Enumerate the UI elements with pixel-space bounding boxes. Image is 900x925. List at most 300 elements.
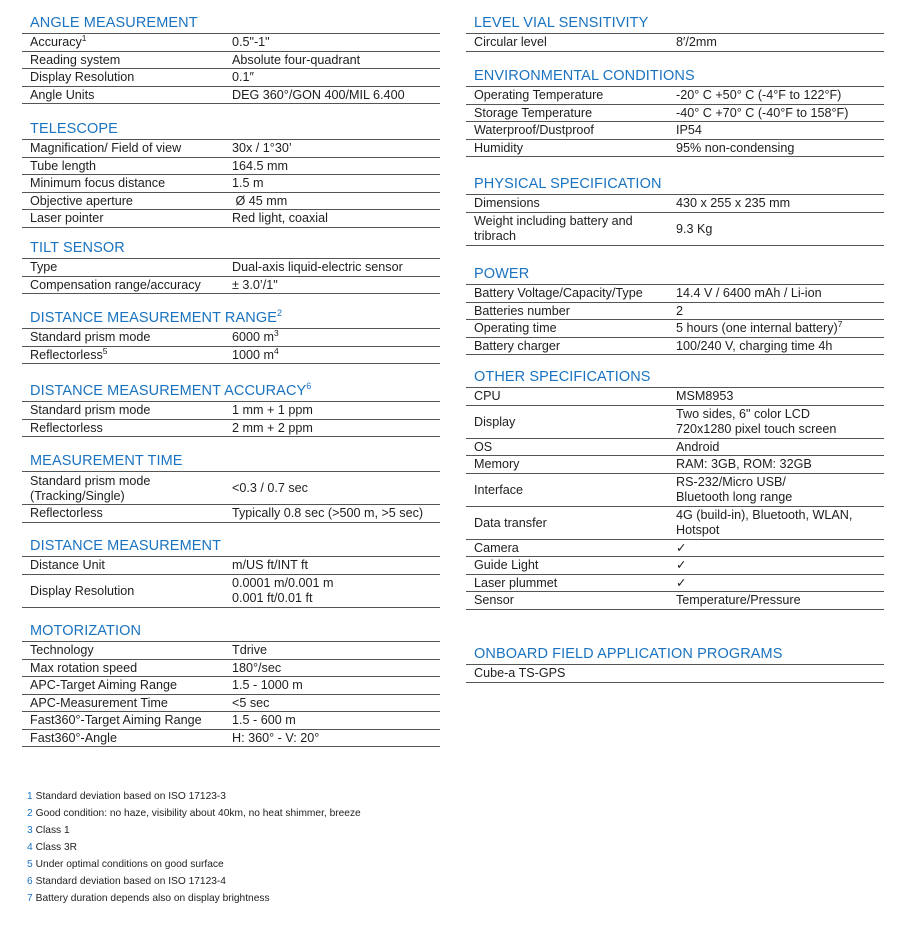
- spec-label-text: Weight including battery and: [474, 214, 633, 228]
- spec-value: [674, 574, 884, 592]
- spec-row: [22, 86, 440, 104]
- section-title: [466, 645, 884, 665]
- checkmark-icon: ✓: [676, 558, 687, 573]
- spec-label: [466, 195, 674, 212]
- spec-label: [22, 472, 230, 505]
- spec-row: [466, 574, 884, 592]
- spec-label: [22, 574, 230, 607]
- footnote-number: 2: [27, 808, 33, 819]
- spec-label: [466, 506, 674, 539]
- spec-value-text: 95% non-condensing: [676, 140, 795, 155]
- spec-row: [466, 473, 884, 506]
- spec-value: [230, 472, 440, 505]
- spec-label-text: Battery Voltage/Capacity/Type: [474, 286, 643, 301]
- spec-label-text: Standard prism mode: [30, 403, 151, 418]
- spec-row: [466, 302, 884, 320]
- section-motorization: [22, 622, 440, 747]
- spec-label-text: Operating Temperature: [474, 88, 604, 103]
- spec-label: [466, 574, 674, 592]
- spec-label-text: Sensor: [474, 593, 514, 608]
- spec-row: [466, 592, 884, 610]
- section-tilt-sensor: [22, 239, 440, 294]
- spec-label-text: Cube-a TS-GPS: [474, 666, 566, 681]
- spec-label: [466, 34, 674, 51]
- spec-label-text: Interface: [474, 482, 524, 497]
- spec-value: [674, 195, 884, 212]
- spec-label-text: Objective aperture: [30, 193, 133, 208]
- footnote-text: Under optimal conditions on good surface: [35, 859, 224, 870]
- spec-value: [230, 329, 440, 346]
- spec-value-text-line2: Bluetooth long range: [676, 490, 793, 504]
- section-title: [466, 67, 884, 87]
- spec-label: [22, 69, 230, 87]
- spec-label: [22, 712, 230, 730]
- spec-value-text-line2: 720x1280 pixel touch screen: [676, 422, 837, 436]
- spec-label-text: Display Resolution: [30, 70, 135, 85]
- spec-table: [466, 388, 884, 610]
- spec-row: [22, 329, 440, 346]
- spec-row: [22, 34, 440, 51]
- spec-value: [674, 405, 884, 438]
- spec-row: [22, 677, 440, 695]
- footnote-text: Standard deviation based on ISO 17123-3: [35, 791, 226, 802]
- section-title: [22, 14, 440, 34]
- spec-label-text: Fast360°-Angle: [30, 730, 117, 745]
- footnote-number: 6: [27, 876, 33, 887]
- spec-label-text: Battery charger: [474, 338, 561, 353]
- section-distance-measurement: [22, 537, 440, 608]
- spec-value: [674, 592, 884, 610]
- section-title: [466, 175, 884, 195]
- section-title-text: PHYSICAL SPECIFICATION: [474, 176, 662, 192]
- spec-value: [674, 212, 884, 245]
- spec-label: [22, 140, 230, 157]
- spec-label-text: Guide Light: [474, 558, 539, 573]
- section-title-text: ONBOARD FIELD APPLICATION PROGRAMS: [474, 646, 783, 662]
- spec-label: [466, 473, 674, 506]
- footnote-number: 4: [27, 842, 33, 853]
- spec-value-text: 4G (build-in), Bluetooth, WLAN,: [676, 508, 853, 522]
- spec-label-text: Reading system: [30, 52, 121, 67]
- spec-row: [466, 285, 884, 302]
- spec-label-text: APC-Target Aiming Range: [30, 678, 177, 693]
- spec-label: [22, 51, 230, 69]
- section-title-text: MOTORIZATION: [30, 623, 142, 639]
- spec-value: [674, 285, 884, 302]
- spec-value: [230, 694, 440, 712]
- spec-label: [22, 419, 230, 437]
- spec-value-text: 5 hours (one internal battery): [676, 321, 838, 336]
- section-title: [22, 309, 440, 329]
- footnote-text: Class 3R: [35, 842, 77, 853]
- spec-row: [22, 259, 440, 276]
- spec-value: [674, 539, 884, 557]
- spec-value-text: 8′/2mm: [676, 35, 717, 50]
- footnote: [27, 822, 361, 839]
- spec-table: [22, 557, 440, 608]
- spec-label: [22, 659, 230, 677]
- spec-table: [466, 195, 884, 246]
- spec-row: [466, 212, 884, 245]
- spec-row: [22, 694, 440, 712]
- spec-row: [22, 51, 440, 69]
- spec-label: [466, 438, 674, 456]
- spec-label-text: Operating time: [474, 321, 557, 336]
- spec-value: [674, 104, 884, 122]
- footnote: [27, 839, 361, 856]
- spec-label: [22, 346, 230, 364]
- footnote-text: Good condition: no haze, visibility about 40km, no heat shimmer, breeze: [35, 808, 361, 819]
- spec-label-text: Laser pointer: [30, 211, 104, 226]
- spec-row: [466, 456, 884, 474]
- spec-value-text: Red light, coaxial: [232, 211, 328, 226]
- spec-label-text: Dimensions: [474, 196, 540, 211]
- spec-value-text: 0.1″: [232, 70, 254, 85]
- spec-label: [466, 539, 674, 557]
- section-environmental-conditions: [466, 67, 884, 157]
- spec-value-text: RS-232/Micro USB/: [676, 475, 786, 489]
- spec-row: [22, 157, 440, 175]
- spec-label-text: Tube length: [30, 158, 97, 173]
- footnote-number: 7: [27, 893, 33, 904]
- spec-value-text: Absolute four-quadrant: [232, 52, 361, 67]
- spec-row: [466, 104, 884, 122]
- spec-label-text: Technology: [30, 643, 94, 658]
- spec-value: [674, 506, 884, 539]
- spec-value-text: 1.5 - 600 m: [232, 713, 296, 728]
- spec-value-text: <0.3 / 0.7 sec: [232, 481, 308, 495]
- spec-label-text: Humidity: [474, 140, 523, 155]
- footnote-ref: 2: [276, 308, 283, 318]
- spec-table: [22, 329, 440, 364]
- spec-label: [466, 122, 674, 140]
- spec-label: [22, 276, 230, 294]
- spec-value: [230, 574, 440, 607]
- spec-row: [22, 505, 440, 523]
- spec-label-text: Max rotation speed: [30, 660, 138, 675]
- spec-row: [22, 192, 440, 210]
- spec-value: [230, 259, 440, 276]
- footnote: [27, 788, 361, 805]
- spec-label-text: Memory: [474, 457, 520, 472]
- spec-value-text: 164.5 mm: [232, 158, 288, 173]
- spec-label-text: Display Resolution: [30, 583, 135, 598]
- spec-value-text: 30x / 1°30’: [232, 141, 292, 156]
- section-title: [22, 622, 440, 642]
- spec-label: [466, 139, 674, 157]
- spec-value-text: Ø 45 mm: [232, 193, 288, 208]
- spec-table: [22, 642, 440, 747]
- spec-value: [230, 69, 440, 87]
- spec-label-text: CPU: [474, 389, 501, 404]
- spec-value: [230, 210, 440, 228]
- spec-label-text: Camera: [474, 540, 519, 555]
- spec-value: [230, 557, 440, 574]
- section-title-text: POWER: [474, 266, 530, 282]
- spec-row: [22, 472, 440, 505]
- footnote-text: Standard deviation based on ISO 17123-4: [35, 876, 226, 887]
- spec-label-text-line2: tribrach: [474, 229, 516, 243]
- footnotes: [27, 788, 361, 907]
- spec-row: [22, 642, 440, 659]
- spec-value-text-line2: Hotspot: [676, 523, 720, 537]
- spec-label-text: Waterproof/Dustproof: [474, 123, 594, 138]
- spec-label: [466, 557, 674, 575]
- spec-row: [466, 34, 884, 51]
- section-power: [466, 265, 884, 355]
- spec-value-text: 430 x 255 x 235 mm: [676, 196, 791, 211]
- checkmark-icon: ✓: [676, 540, 687, 555]
- spec-value: [674, 388, 884, 405]
- section-title: [22, 239, 440, 259]
- footnote-text: Battery duration depends also on display brightness: [35, 893, 270, 904]
- spec-row: [466, 122, 884, 140]
- spec-label: [466, 212, 674, 245]
- footnote-text: Class 1: [35, 825, 70, 836]
- spec-row: [466, 139, 884, 157]
- spec-row: [22, 69, 440, 87]
- spec-table: [466, 285, 884, 355]
- spec-row: [22, 402, 440, 419]
- spec-row: [466, 405, 884, 438]
- spec-row: [22, 659, 440, 677]
- spec-value: [230, 729, 440, 747]
- spec-label: [22, 557, 230, 574]
- spec-value: [674, 557, 884, 575]
- spec-row: [466, 539, 884, 557]
- spec-label: [466, 302, 674, 320]
- spec-value-text: 2 mm + 2 ppm: [232, 420, 313, 435]
- spec-value-text: 0.5"-1": [232, 35, 270, 50]
- spec-table: [466, 34, 884, 52]
- spec-value-text: 2: [676, 303, 684, 318]
- spec-row: [22, 346, 440, 364]
- spec-table: [466, 665, 884, 683]
- spec-value-text: -20° C +50° C (-4°F to 122°F): [676, 88, 842, 103]
- spec-table: [22, 34, 440, 104]
- spec-value: [230, 276, 440, 294]
- spec-row: [22, 276, 440, 294]
- spec-value-text: -40° C +70° C (-40°F to 158°F): [676, 105, 849, 120]
- section-title-text: DISTANCE MEASUREMENT ACCURACY: [30, 383, 307, 399]
- spec-value: [230, 175, 440, 193]
- spec-label: [22, 192, 230, 210]
- spec-value-text: Temperature/Pressure: [676, 593, 801, 608]
- spec-label: [22, 86, 230, 104]
- spec-value-text-line2: 0.001 ft/0.01 ft: [232, 591, 313, 605]
- spec-label: [22, 259, 230, 276]
- section-telescope: [22, 120, 440, 228]
- spec-row: [22, 175, 440, 193]
- spec-value: [230, 192, 440, 210]
- spec-value-text: ± 3.0’/1": [232, 277, 278, 292]
- spec-value: [674, 87, 884, 104]
- section-title: [22, 537, 440, 557]
- spec-row: [466, 388, 884, 405]
- section-distance-measurement-accuracy: [22, 382, 440, 437]
- spec-value: [674, 456, 884, 474]
- spec-label: [22, 175, 230, 193]
- section-title-text: MEASUREMENT TIME: [30, 453, 183, 469]
- section-title: [22, 120, 440, 140]
- spec-value: [674, 337, 884, 355]
- spec-value: [230, 157, 440, 175]
- footnote-ref: 5: [102, 345, 108, 356]
- section-title: [22, 382, 440, 402]
- section-distance-measurement-range: [22, 309, 440, 364]
- spec-label: [22, 729, 230, 747]
- spec-row: [22, 210, 440, 228]
- section-level-vial-sensitivity: [466, 14, 884, 52]
- footnote: [27, 856, 361, 873]
- spec-value: [230, 712, 440, 730]
- spec-label-text: Distance Unit: [30, 558, 105, 573]
- footnote: [27, 805, 361, 822]
- spec-value-text: 1 mm + 1 ppm: [232, 403, 313, 418]
- spec-label-text: Reflectorless: [30, 506, 103, 521]
- spec-value: [230, 659, 440, 677]
- spec-table: [466, 87, 884, 157]
- spec-value-text: 14.4 V / 6400 mAh / Li-ion: [676, 286, 822, 301]
- spec-value: [674, 302, 884, 320]
- spec-label: [466, 104, 674, 122]
- spec-label-text: Standard prism mode: [30, 330, 151, 345]
- spec-label: [22, 642, 230, 659]
- spec-label-text: Circular level: [474, 35, 547, 50]
- spec-label: [22, 34, 230, 51]
- spec-row: [466, 195, 884, 212]
- spec-value-text: <5 sec: [232, 695, 270, 710]
- footnote: [27, 873, 361, 890]
- spec-label-text: Data transfer: [474, 515, 547, 530]
- spec-label: [466, 388, 674, 405]
- section-angle-measurement: [22, 14, 440, 104]
- section-title-text: LEVEL VIAL SENSITIVITY: [474, 15, 649, 31]
- spec-row: [22, 140, 440, 157]
- spec-label-text: Display: [474, 414, 516, 429]
- spec-value: [674, 139, 884, 157]
- footnote-number: 1: [27, 791, 33, 802]
- spec-label-text: Batteries number: [474, 303, 570, 318]
- spec-label-text: Reflectorless: [30, 420, 103, 435]
- spec-label: [466, 87, 674, 104]
- spec-row: [466, 337, 884, 355]
- spec-label-text: Fast360°-Target Aiming Range: [30, 713, 202, 728]
- spec-value-text: Dual-axis liquid-electric sensor: [232, 260, 403, 275]
- spec-label: [22, 677, 230, 695]
- spec-value: [674, 438, 884, 456]
- spec-label: [22, 505, 230, 523]
- footnote-ref: 4: [274, 345, 279, 356]
- spec-value-text: Typically 0.8 sec (>500 m, >5 sec): [232, 506, 424, 521]
- spec-table: [22, 472, 440, 523]
- spec-value-text: 9.3 Kg: [676, 221, 713, 236]
- spec-label: [466, 320, 674, 338]
- spec-label-text: Standard prism mode: [30, 473, 151, 488]
- spec-label-text-line2: (Tracking/Single): [30, 488, 125, 503]
- spec-label: [22, 157, 230, 175]
- spec-value-text: 0.0001 m/0.001 m: [232, 576, 334, 590]
- spec-value: [674, 122, 884, 140]
- spec-label-text: Reflectorless: [30, 347, 103, 362]
- section-title-text: OTHER SPECIFICATIONS: [474, 369, 651, 385]
- spec-value-text: 1.5 m: [232, 176, 264, 191]
- spec-value: [230, 86, 440, 104]
- spec-label: [466, 665, 674, 682]
- section-title: [466, 265, 884, 285]
- checkmark-icon: ✓: [676, 575, 687, 590]
- footnote-ref: 3: [274, 328, 279, 339]
- spec-table: [22, 402, 440, 437]
- spec-label-text: Storage Temperature: [474, 105, 593, 120]
- spec-value: [674, 473, 884, 506]
- spec-row: [466, 557, 884, 575]
- spec-label-text: Compensation range/accuracy: [30, 277, 201, 292]
- spec-label: [466, 285, 674, 302]
- section-title-text: TELESCOPE: [30, 121, 118, 137]
- spec-value-text: 180°/sec: [232, 660, 282, 675]
- spec-value: [230, 642, 440, 659]
- spec-value: [674, 34, 884, 51]
- spec-row: [466, 320, 884, 338]
- spec-label-text: Laser plummet: [474, 575, 558, 590]
- spec-label-text: Angle Units: [30, 87, 95, 102]
- footnote: [27, 890, 361, 907]
- spec-label-text: Minimum focus distance: [30, 176, 166, 191]
- spec-row: [466, 438, 884, 456]
- spec-value: [230, 34, 440, 51]
- spec-value-text: MSM8953: [676, 389, 734, 404]
- section-title: [22, 452, 440, 472]
- spec-value: [230, 402, 440, 419]
- section-measurement-time: [22, 452, 440, 523]
- spec-label-text: APC-Measurement Time: [30, 695, 168, 710]
- section-title-text: ENVIRONMENTAL CONDITIONS: [474, 68, 695, 84]
- spec-value-text: Android: [676, 439, 720, 454]
- spec-value-text: IP54: [676, 123, 702, 138]
- spec-value-text: 1.5 - 1000 m: [232, 678, 303, 693]
- spec-row: [22, 729, 440, 747]
- spec-label: [22, 329, 230, 346]
- spec-label: [466, 405, 674, 438]
- spec-value: [230, 51, 440, 69]
- spec-table: [22, 140, 440, 228]
- section-onboard-field-application-programs: [466, 645, 884, 683]
- spec-value-text: 6000 m: [232, 330, 275, 345]
- footnote-ref: 6: [306, 381, 312, 391]
- footnote-ref: 7: [837, 319, 843, 330]
- spec-row: [22, 419, 440, 437]
- footnote-number: 5: [27, 859, 33, 870]
- spec-label: [22, 210, 230, 228]
- section-title: [466, 368, 884, 388]
- spec-value-text: 1000 m: [232, 347, 275, 362]
- spec-label-text: Magnification/ Field of view: [30, 141, 182, 156]
- spec-label-text: Accuracy: [30, 35, 82, 50]
- spec-value: [230, 140, 440, 157]
- spec-row: [466, 506, 884, 539]
- spec-row: [466, 87, 884, 104]
- section-title-text: TILT SENSOR: [30, 240, 125, 256]
- spec-value-text: Tdrive: [232, 643, 267, 658]
- spec-value: [230, 677, 440, 695]
- spec-label: [466, 456, 674, 474]
- spec-row: [22, 557, 440, 574]
- spec-label-text: OS: [474, 439, 493, 454]
- spec-value-text: m/US ft/INT ft: [232, 558, 309, 573]
- spec-row: [22, 574, 440, 607]
- spec-value-text: RAM: 3GB, ROM: 32GB: [676, 457, 812, 472]
